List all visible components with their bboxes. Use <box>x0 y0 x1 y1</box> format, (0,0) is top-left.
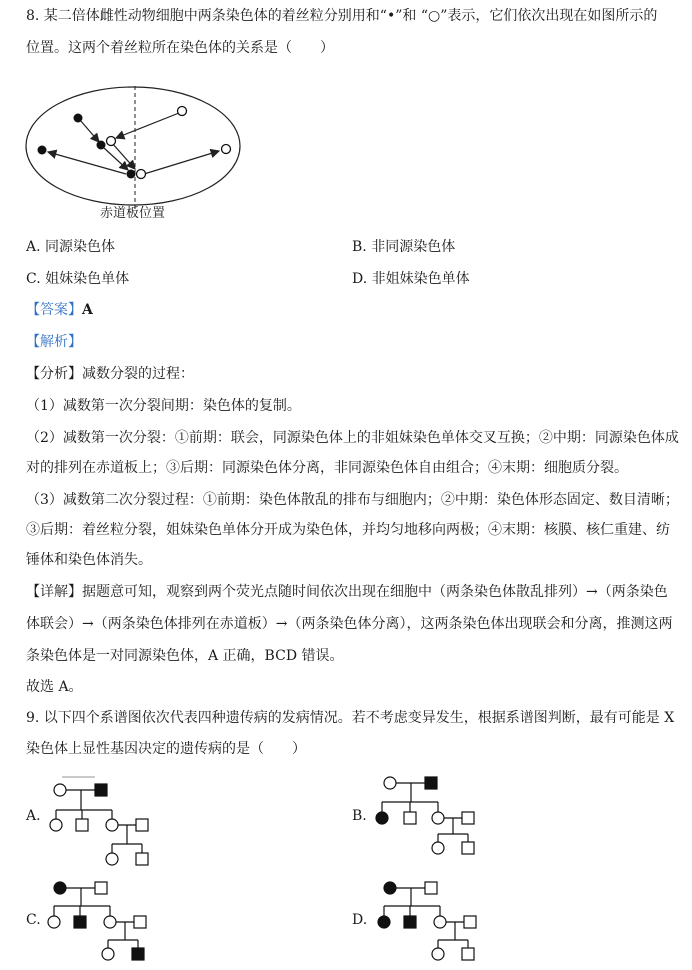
female-affected <box>384 882 396 894</box>
male-unaffected <box>464 916 476 928</box>
open-centromere-dot <box>107 137 116 146</box>
male-unaffected <box>95 882 107 894</box>
analysis-tag: 【解析】 <box>26 334 82 350</box>
male-unaffected <box>136 819 148 831</box>
pedigree-b-label: B. <box>352 808 367 824</box>
female-unaffected <box>384 777 396 789</box>
analysis-step-3b: ③后期：着丝粒分裂，姐妹染色单体分开成为染色体，并均匀地移向两极；④末期：核膜、核仁重建、纺 <box>26 522 670 538</box>
analysis-step-3a: （3）减数第二次分裂过程：①前期：染色体散乱的排布与细胞内；②中期：染色体形态固定、数目清晰； <box>26 492 679 508</box>
q8-option-d: D. 非姐妹染色单体 <box>352 271 470 287</box>
pedigree-c-label: C. <box>26 912 41 928</box>
q9-stem-line2: 染色体上显性基因决定的遗传病的是（ ） <box>26 741 306 757</box>
open-centromere-dot <box>137 170 146 179</box>
female-affected <box>376 812 388 824</box>
pedigree-a <box>40 772 170 867</box>
analysis-step-3c: 锤体和染色体消失。 <box>26 552 152 568</box>
male-unaffected <box>76 819 88 831</box>
cell-outline <box>26 87 240 205</box>
female-affected <box>54 882 66 894</box>
analysis-step-2b: 对的排列在赤道板上；③后期：同源染色体分离，非同源染色体自由组合；④末期：细胞质分裂。 <box>26 460 628 476</box>
male-affected <box>74 916 86 928</box>
q8-option-c: C. 姐妹染色单体 <box>26 271 130 287</box>
q8-stem-line2: 位置。这两个着丝粒所在染色体的关系是（ ） <box>26 40 334 56</box>
male-unaffected <box>134 916 146 928</box>
female-unaffected <box>432 812 444 824</box>
q8-option-b: B. 非同源染色体 <box>352 239 456 255</box>
pedigree-d <box>370 876 490 966</box>
female-unaffected <box>434 916 446 928</box>
analysis-intro: 【分析】减数分裂的过程： <box>26 366 194 382</box>
pedigree-a-label: A. <box>26 808 41 824</box>
q8-answer <box>26 300 682 320</box>
analysis-step-2a: （2）减数第一次分裂：①前期：联会，同源染色体上的非姐妹染色单体交叉互换；②中期：同源染色体成 <box>26 430 679 446</box>
female-unaffected <box>48 916 60 928</box>
female-unaffected <box>50 819 62 831</box>
male-unaffected <box>404 812 416 824</box>
answer-value: A <box>82 302 93 318</box>
filled-centromere-dot <box>127 170 136 179</box>
equatorial-plate-caption: 赤道板位置 <box>100 206 166 221</box>
male-affected <box>95 784 107 796</box>
q8-stem-line1: 8. 某二倍体雌性动物细胞中两条染色体的着丝粒分别用和“•”和 “○”表示，它们依次出现在如图所示的 <box>26 8 658 24</box>
choose-line: 故选 A。 <box>26 679 83 695</box>
male-unaffected <box>425 882 437 894</box>
male-unaffected <box>462 812 474 824</box>
male-affected <box>425 777 437 789</box>
female-unaffected <box>106 819 118 831</box>
filled-centromere-dot <box>74 114 83 123</box>
open-centromere-dot <box>222 145 231 154</box>
q8-option-a: A. 同源染色体 <box>26 239 116 255</box>
female-unaffected <box>104 916 116 928</box>
answer-tag: 【答案】 <box>26 302 82 318</box>
pedigree-d-label: D. <box>352 912 368 928</box>
female-affected <box>378 916 390 928</box>
open-centromere-dot <box>178 107 187 116</box>
male-affected <box>404 916 416 928</box>
q9-stem-line1: 9. 以下四个系谱图依次代表四种遗传病的发病情况。若不考虑变异发生，根据系谱图判断，最有可能是 X <box>26 710 675 726</box>
pedigree-c <box>40 876 160 966</box>
detail-line-1: 【详解】据题意可知，观察到两个荧光点随时间依次出现在细胞中（两条染色体散乱排列）→（两条染色 <box>26 584 668 600</box>
detail-line-2: 体联会）→（两条染色体排列在赤道板）→（两条染色体分离），这两条染色体出现联会和分离，推测这两 <box>26 616 673 632</box>
female-unaffected <box>54 784 66 796</box>
filled-centromere-dot <box>97 141 106 150</box>
filled-centromere-dot <box>38 146 47 155</box>
pedigree-b <box>370 772 490 860</box>
detail-line-3: 条染色体是一对同源染色体，A 正确，BCD 错误。 <box>26 648 344 664</box>
analysis-step-1: （1）减数第一次分裂间期：染色体的复制。 <box>26 398 301 414</box>
